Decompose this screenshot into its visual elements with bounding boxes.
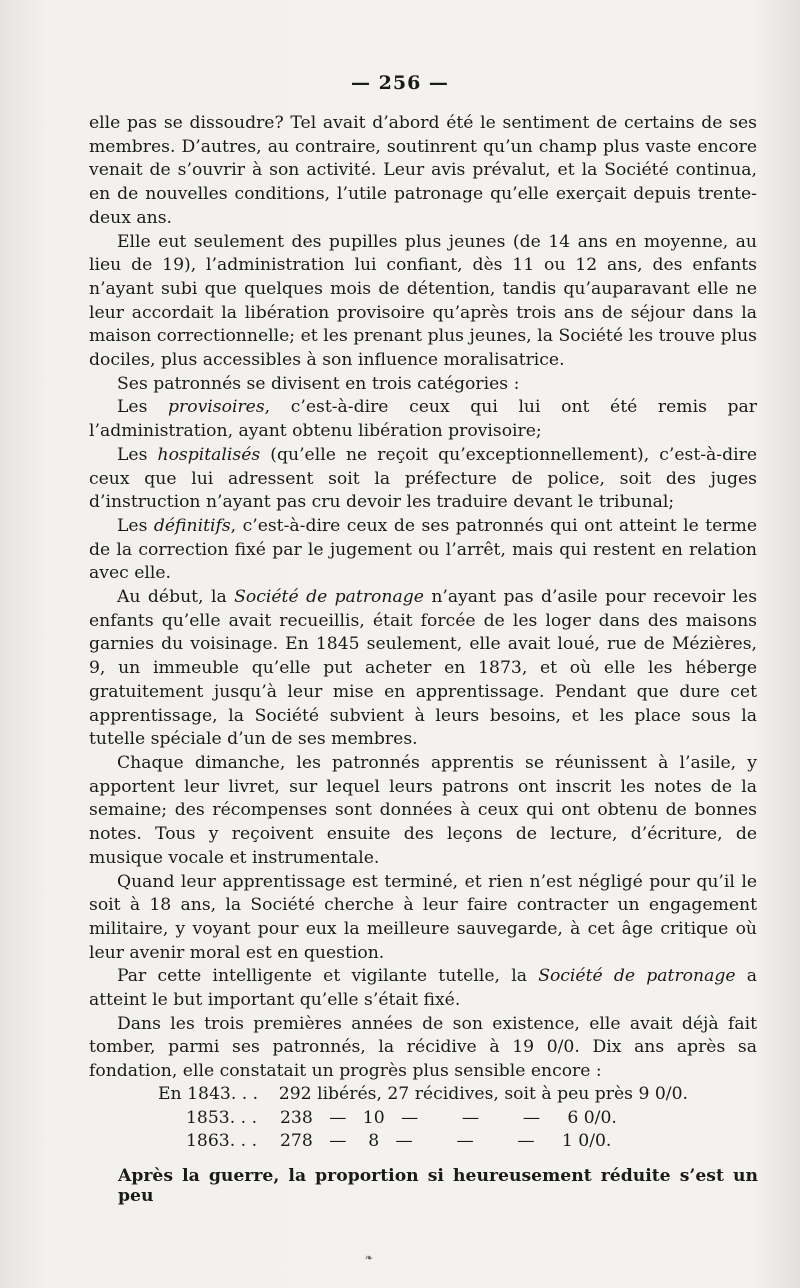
paragraph: Dans les trois premières années de son existence, elle avait déjà fait tomber, parmi ses patronnés, la récidive à 19 0/0. Dix ans après sa fondation, elle constatait un progrès plus sensible encore :	[89, 1013, 757, 1082]
paragraph-provisoires: Les provisoires, c’est-à-dire ceux qui lui ont été remis par l’administration, ayant obtenu libération provisoire;	[89, 397, 757, 442]
paragraph: Ses patronnés se divisent en trois catégories :	[117, 373, 520, 394]
paragraph-hospitalises: Les hospitalisés (qu’elle ne reçoit qu’exceptionnellement), c’est-à-dire ceux que lui adressent soit la préfecture de police, soit des juges d’instruction n’ayant pas cru devoir les traduire devant le tribunal;	[89, 444, 757, 513]
table-year: En 1843. . .	[158, 1084, 259, 1104]
table-year: 1863. . .	[186, 1131, 258, 1152]
paragraph: Quand leur apprentissage est terminé, et rien n’est négligé pour qu’il le soit à 18 ans, la Société cherche à leur faire contracter un engagement militaire, y voyant pour eux la meilleure sauvegarde, à cet âge critique où leur avenir moral est en question.	[89, 871, 757, 963]
table-row	[158, 1107, 688, 1131]
page-number: — 256 —	[351, 72, 449, 94]
paragraph: Au début, la Société de patronage n’ayant pas d’asile pour recevoir les enfants qu’elle avait recueillis, était forcée de les loger dans des maisons garnies du voisinage. En 1845 seulement, elle avait loué, rue de Mézières, 9, un immeuble qu’elle put acheter en 1873, et où elle les héberge gratuitement jusqu’à leur mise en apprentissage. Pendant que dure cet apprentissage, la Société subvient à leurs besoins, et les place sous la tutelle spéciale d’un de ses membres.	[89, 587, 758, 750]
table-text: 278 — 8 — — — 1 0/0.	[280, 1131, 612, 1152]
paragraph: Chaque dimanche, les patronnés apprentis se réunissent à l’asile, y apportent leur livret, sur lequel leurs patrons ont inscrit les notes de la semaine; des récompenses sont données à ceux qui ont obtenu de bonnes notes. Tous y reçoivent ensuite des leçons de lecture, d’écriture, de musique vocale et instrumentale.	[89, 752, 757, 868]
paragraph: Elle eut seulement des pupilles plus jeunes (de 14 ans en moyenne, au lieu de 19), l’administration lui confiant, dès 11 ou 12 ans, des enfants n’ayant subi que quelques mois de détention, tandis qu’auparavant elle ne leur accordait la libération provisoire qu’après trois ans de séjour dans la maison correctionnelle; et les prenant plus jeunes, la Société les trouve plus dociles, plus accessibles à son influence moralisatrice.	[89, 231, 757, 371]
table-row	[158, 1083, 688, 1107]
closing-line: Après la guerre, la proportion si heureusement réduite s’est un peu	[118, 1166, 758, 1206]
table-text: 292 libérés, 27 récidives, soit à peu près 9 0/0.	[278, 1084, 688, 1104]
table-year: 1853. . .	[186, 1107, 258, 1128]
recidivism-table	[158, 1083, 688, 1154]
body-text	[89, 112, 757, 1084]
table-row	[158, 1130, 688, 1154]
table-text: 238 — 10 — — — 6 0/0.	[280, 1107, 617, 1128]
paragraph-patronage: Par cette intelligente et vigilante tutelle, la Société de patronage a atteint le but important qu’elle s’était fixé.	[89, 966, 758, 1011]
paragraph-definitifs: Les définitifs, c’est-à-dire ceux de ses patronnés qui ont atteint le terme de la correction fixé par le jugement ou l’arrêt, mais qui restent en relation avec elle.	[89, 515, 757, 584]
ornament-icon: ❧	[364, 1253, 374, 1264]
paragraph: elle pas se dissoudre? Tel avait d’abord été le sentiment de certains de ses membres. D’autres, au contraire, soutinrent qu’un champ plus vaste encore venait de s’ouvrir à son activité. Leur avis prévalut, et la Société continua, en de nouvelles conditions, l’utile patronage qu’elle exerçait depuis trente-deux ans.	[89, 113, 757, 228]
